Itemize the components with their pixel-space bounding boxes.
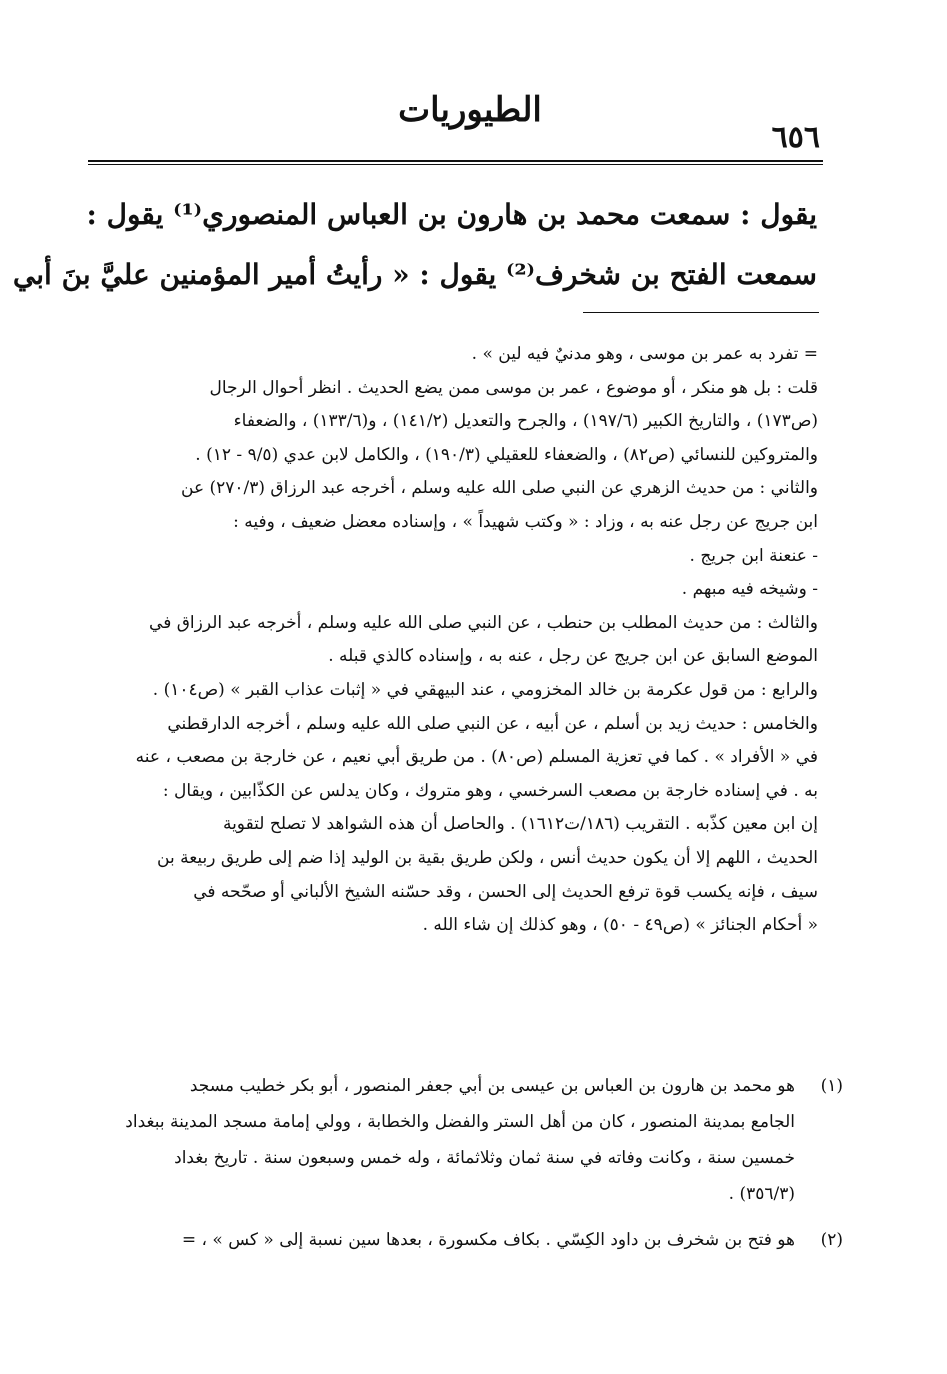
notes-separator <box>583 312 819 313</box>
footnote-number: (١) <box>820 1076 843 1096</box>
footnote-line: الجامع بمدينة المنصور ، كان من أهل الستر والفضل والخطابة ، وولي إمامة مسجد المدينة ببغداد <box>125 1112 795 1132</box>
note-line: في « الأفراد » . كما في تعزية المسلم (ص٨٠) . من طريق أبي نعيم ، عن خارجة بن مصعب ، عنه <box>135 747 818 768</box>
header-rule-thin <box>88 164 823 165</box>
page-number: ٦٥٦ <box>771 120 820 155</box>
commentary-notes <box>88 338 818 943</box>
note-line: الحديث ، اللهم إلا أن يكون حديث أنس ، ولكن طريق بقية بن الوليد إذا ضم إلى طريق ربيعة بن <box>157 847 818 868</box>
main-text <box>12 185 817 305</box>
footnote-line: هو محمد بن هارون بن العباس بن عيسى بن أبي جعفر المنصور ، أبو بكر خطيب مسجد <box>189 1076 795 1096</box>
note-line: الموضع السابق عن ابن جريج عن رجل ، عنه به ، وإسناده كالذي قبله . <box>328 646 818 667</box>
footnote-line: هو فتح بن شخرف بن داود الكِسّي . بكاف مكسورة ، بعدها سين نسبة إلى « كس » ، = <box>181 1230 795 1250</box>
note-line: سيف ، فإنه يكسب قوة ترفع الحديث إلى الحسن ، وقد حسّنه الشيخ الألباني أو صحّحه في <box>193 881 818 902</box>
note-line: ابن جريج عن رجل عنه به ، وزاد : « وكتب شهيداً » ، وإسناده معضل ضعيف ، وفيه : <box>233 511 818 532</box>
footnote-1 <box>88 1068 843 1212</box>
note-line: (ص١٧٣) ، والتاريخ الكبير (١٩٧/٦) ، والجرح والتعديل (١٤١/٢) ، و(١٣٣/٦) ، والضعفاء <box>233 411 818 432</box>
note-line: به . في إسناده خارجة بن مصعب السرخسي ، وهو متروك ، وكان يدلس عن الكذّابين ، ويقال : <box>162 780 818 801</box>
note-line: قلت : بل هو منكر ، أو موضوع ، عمر بن موسى ممن يضع الحديث . انظر أحوال الرجال <box>209 377 818 398</box>
main-text-line: سمعت الفتح بن شخرف⁽²⁾ يقول : « رأيتُ أمير المؤمنين عليَّ بنَ أبي <box>12 258 817 291</box>
note-line: والخامس : حديث زيد بن أسلم ، عن أبيه ، عن النبي صلى الله عليه وسلم ، أخرجه الدارقطني <box>167 713 818 734</box>
header-rule <box>88 160 823 162</box>
footnote-line: (٣٥٦/٣) . <box>728 1184 795 1204</box>
note-line: « أحكام الجنائز » (ص٤٩ - ٥٠) ، وهو كذلك إن شاء الله . <box>422 915 818 936</box>
running-header-title: الطيوريات <box>398 90 542 130</box>
footnote-2 <box>88 1222 843 1258</box>
note-line: والثاني : من حديث الزهري عن النبي صلى الله عليه وسلم ، أخرجه عبد الرزاق (٢٧٠/٣) عن <box>181 478 818 499</box>
note-line: والثالث : من حديث المطلب بن حنطب ، عن النبي صلى الله عليه وسلم ، أخرجه عبد الرزاق في <box>149 612 818 633</box>
note-line: والرابع : من قول عكرمة بن خالد المخزومي ، عند البيهقي في « إثبات عذاب القبر » (ص١٠٤) . <box>152 679 818 700</box>
note-line: - وشيخه فيه مبهم . <box>681 579 818 600</box>
footnote-number: (٢) <box>820 1230 843 1250</box>
main-text-line: يقول : سمعت محمد بن هارون بن العباس المنصوري⁽¹⁾ يقول : <box>86 198 817 231</box>
note-line: - عنعنة ابن جريج . <box>689 545 818 566</box>
note-line: إن ابن معين كذّبه . التقريب (١٨٦/ت١٦١٢) . والحاصل أن هذه الشواهد لا تصلح لتقوية <box>222 814 818 835</box>
note-line: = تفرد به عمر بن موسى ، وهو مدنيٌ فيه لين » . <box>471 344 818 364</box>
footnotes <box>88 1068 843 1258</box>
note-line: والمتروكين للنسائي (ص٨٢) ، والضعفاء للعقيلي (١٩٠/٣) ، والكامل لابن عدي (٩/٥ - ١٢) . <box>195 444 818 465</box>
footnote-line: خمسين سنة ، وكانت وفاته في سنة ثمان وثلاثمائة ، وله خمس وسبعون سنة . تاريخ بغداد <box>174 1148 795 1168</box>
